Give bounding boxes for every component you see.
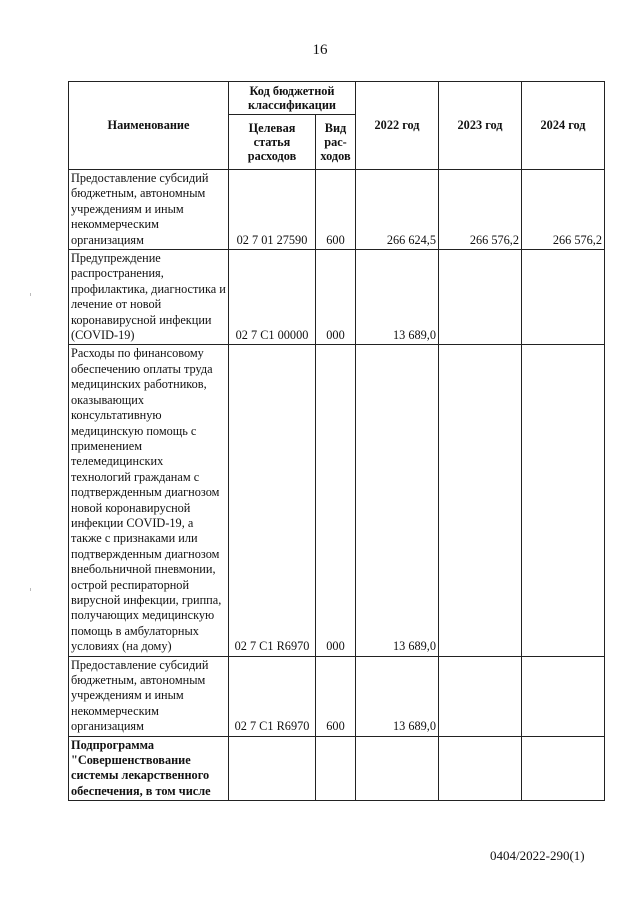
row-2022 (356, 736, 439, 801)
header-2023: 2023 год (439, 82, 522, 170)
row-expense-type (316, 736, 356, 801)
table-row (69, 250, 605, 345)
table-row (69, 345, 605, 656)
row-2024 (522, 656, 605, 736)
header-expense-type: Вид рас-ходов (316, 115, 356, 170)
row-target-code: 02 7 C1 R6970 (229, 345, 316, 656)
scan-mark (30, 293, 31, 296)
row-target-code: 02 7 01 27590 (229, 170, 316, 250)
header-2024: 2024 год (522, 82, 605, 170)
row-name: Подпрограмма "Совершенствование системы лекарственного обеспечения, в том числе (69, 736, 229, 801)
row-expense-type: 600 (316, 170, 356, 250)
row-2022: 13 689,0 (356, 250, 439, 345)
row-2024: 266 576,2 (522, 170, 605, 250)
row-target-code: 02 7 C1 R6970 (229, 656, 316, 736)
row-2024 (522, 250, 605, 345)
row-target-code: 02 7 C1 00000 (229, 250, 316, 345)
row-2022: 13 689,0 (356, 345, 439, 656)
row-2023: 266 576,2 (439, 170, 522, 250)
header-2022: 2022 год (356, 82, 439, 170)
row-2024 (522, 736, 605, 801)
row-2023 (439, 656, 522, 736)
document-code: 0404/2022-290(1) (490, 848, 585, 863)
row-2024 (522, 345, 605, 656)
row-expense-type: 000 (316, 345, 356, 656)
header-target-article: Целевая статья расходов (229, 115, 316, 170)
row-2023 (439, 250, 522, 345)
row-2023 (439, 736, 522, 801)
row-2022: 266 624,5 (356, 170, 439, 250)
row-expense-type: 600 (316, 656, 356, 736)
budget-table (68, 81, 605, 801)
row-name: Расходы по финансовому обеспечению оплаты труда медицинских работников, оказывающих консультативную медицинскую помощь с применением телемедицинских технологий гражданам с подтвержденным диагнозом новой коронавирусной инфекции COVID-19, а также с признаками или подтвержденным диагнозом внебольничной пневмонии, острой респираторной вирусной инфекции, гриппа, получающих медицинскую помощь в амбулаторных условиях (на дому) (69, 345, 229, 656)
row-name: Предоставление субсидий бюджетным, автономным учреждениям и иным некоммерческим организациям (69, 170, 229, 250)
row-2023 (439, 345, 522, 656)
row-2022: 13 689,0 (356, 656, 439, 736)
table-row (69, 170, 605, 250)
row-name: Предупреждение распространения, профилактика, диагностика и лечение от новой коронавирусной инфекции (COVID-19) (69, 250, 229, 345)
table-row (69, 736, 605, 801)
header-row-top (69, 82, 605, 115)
header-name: Наименование (69, 82, 229, 170)
row-target-code (229, 736, 316, 801)
page-number: 16 (312, 42, 328, 58)
scan-mark (30, 588, 31, 591)
header-kbk: Код бюджетной классификации (229, 82, 356, 115)
table-row (69, 656, 605, 736)
row-name: Предоставление субсидий бюджетным, автономным учреждениям и иным некоммерческим организациям (69, 656, 229, 736)
row-expense-type: 000 (316, 250, 356, 345)
